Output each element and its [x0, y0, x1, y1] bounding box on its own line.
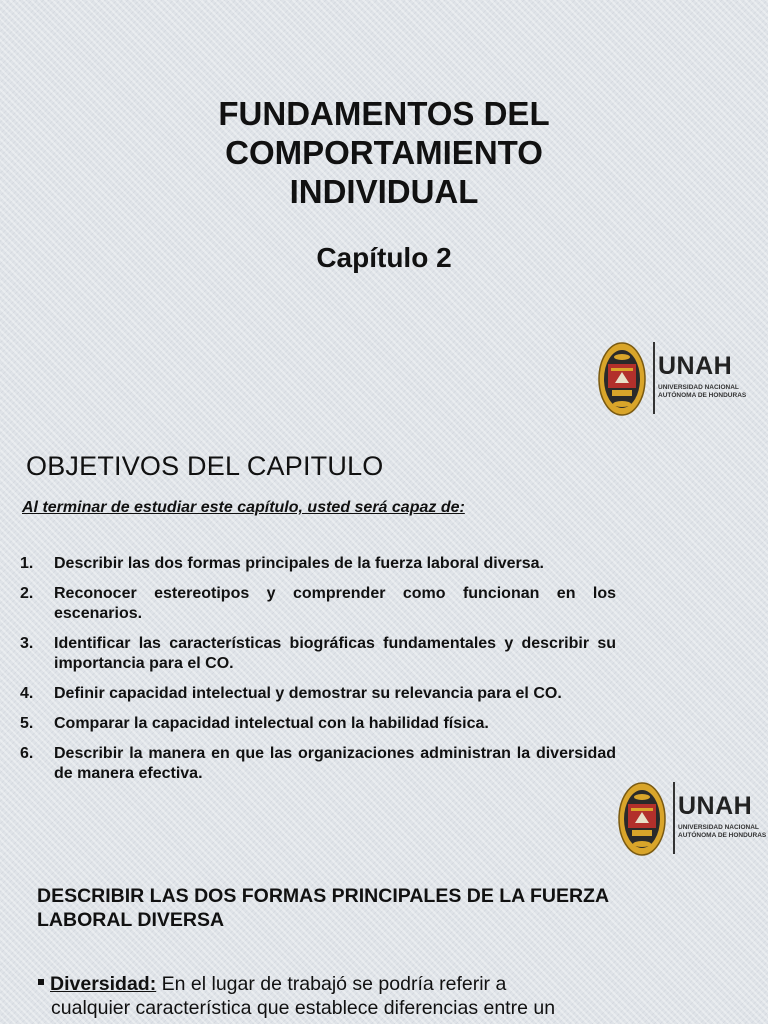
definition-text: En el lugar de trabajó se podría referir a [156, 973, 507, 995]
objectives-intro: Al terminar de estudiar este capítulo, usted será capaz de: [22, 499, 465, 516]
list-item [18, 634, 616, 674]
diversity-definition [38, 972, 768, 1020]
slide-title-line: FUNDAMENTOS DEL [218, 95, 550, 132]
list-item-text: Reconocer estereotipos y comprender como funcionan en los escenarios. [54, 585, 616, 622]
slide-title-line: INDIVIDUAL [289, 173, 479, 210]
list-item-number: 4. [20, 685, 34, 702]
list-item-number: 6. [20, 745, 34, 762]
bullet-icon [38, 979, 44, 985]
logo-brand: UNAH [678, 792, 753, 820]
list-item-text: Definir capacidad intelectual y demostrar su relevancia para el CO. [54, 685, 562, 702]
logo-divider [673, 782, 675, 854]
list-item-text: Comparar la capacidad intelectual con la habilidad física. [54, 715, 489, 732]
list-item [18, 554, 616, 574]
unah-logo [618, 782, 768, 862]
list-item-number: 1. [20, 555, 34, 572]
list-item-text: Describir las dos formas principales de la fuerza laboral diversa. [54, 555, 544, 572]
list-item [18, 684, 616, 704]
list-item [18, 744, 616, 784]
slide-title [0, 94, 768, 211]
list-item [18, 714, 616, 734]
list-item [18, 584, 616, 624]
list-item-number: 5. [20, 715, 34, 732]
objectives-list [18, 554, 616, 794]
objectives-heading: OBJETIVOS DEL CAPITULO [26, 451, 384, 481]
chapter-subtitle: Capítulo 2 [316, 242, 452, 273]
diversity-term: Diversidad: [50, 973, 157, 995]
logo-tagline-line: AUTÓNOMA DE HONDURAS [658, 392, 747, 399]
list-item-number: 3. [20, 635, 34, 652]
diversity-slide [0, 870, 768, 1024]
logo-tagline-line: UNIVERSIDAD NACIONAL [678, 824, 759, 831]
logo-brand: UNAH [658, 352, 733, 380]
logo-tagline-line: AUTÓNOMA DE HONDURAS [678, 832, 767, 839]
unah-logo [598, 342, 768, 422]
logo-tagline-line: UNIVERSIDAD NACIONAL [658, 384, 739, 391]
list-item-text: Identificar las características biográficas fundamentales y describir su importancia para el CO. [54, 635, 616, 672]
definition-text-continued: cualquier característica que establece diferencias entre un [51, 997, 556, 1019]
logo-tagline [678, 824, 766, 840]
unah-seal-icon [618, 782, 666, 856]
diversity-heading: DESCRIBIR LAS DOS FORMAS PRINCIPALES DE LA FUERZA LABORAL DIVERSA [37, 885, 609, 931]
list-item-text: Describir la manera en que las organizaciones administran la diversidad de manera efectiva. [54, 745, 616, 782]
logo-tagline [658, 384, 746, 400]
title-slide [0, 0, 768, 430]
logo-divider [653, 342, 655, 414]
slide-title-line: COMPORTAMIENTO [225, 134, 543, 171]
list-item-number: 2. [20, 585, 34, 602]
unah-seal-icon [598, 342, 646, 416]
